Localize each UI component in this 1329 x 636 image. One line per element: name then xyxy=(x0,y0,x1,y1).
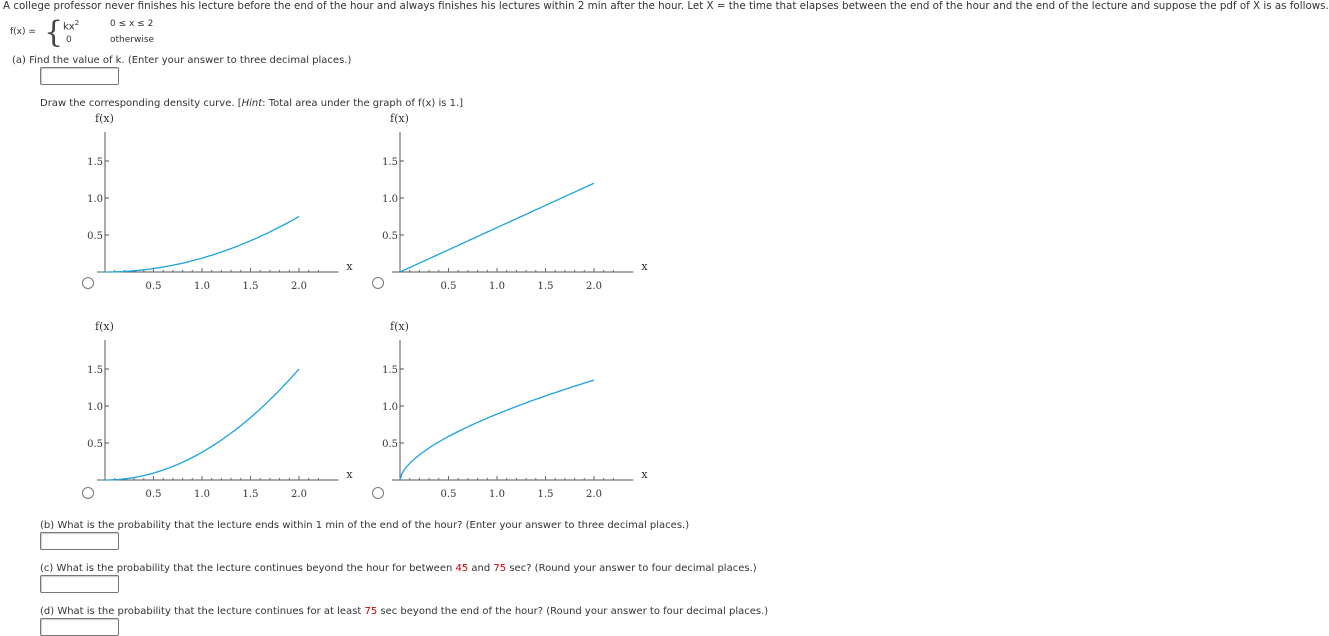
x-axis-label: x xyxy=(641,468,648,481)
x-tick-label: 1.5 xyxy=(537,281,554,292)
y-axis-label: f(x) xyxy=(390,320,409,333)
x-tick-label: 1.0 xyxy=(194,489,210,500)
graph-option-radio-bottom-right[interactable] xyxy=(372,487,384,499)
x-tick-label: 2.0 xyxy=(586,489,602,500)
y-tick-label: 0.5 xyxy=(87,231,103,242)
x-tick-label: 1.5 xyxy=(537,489,554,500)
density-curve xyxy=(400,183,594,272)
y-tick-label: 1.5 xyxy=(382,365,398,376)
y-tick-label: 0.5 xyxy=(87,439,103,450)
density-curve xyxy=(105,369,299,480)
density-graph-bottom-right xyxy=(382,318,650,503)
part-b-question: (b) What is the probability that the lecture ends within 1 min of the end of the hour? (Enter your answer to three decimal places.) xyxy=(40,520,690,531)
pdf-label: f(x) = xyxy=(10,27,36,37)
y-axis-label: f(x) xyxy=(95,320,114,333)
part-d-question: (d) What is the probability that the lecture continues for at least 75 sec beyond the end of the hour? (Round your answer to four decimal places.) xyxy=(40,606,769,617)
x-tick-label: 0.5 xyxy=(440,281,457,292)
x-tick-label: 1.5 xyxy=(242,281,259,292)
x-tick-label: 0.5 xyxy=(145,281,162,292)
pdf-case-2: 0 xyxy=(66,35,72,45)
draw-prompt: Draw the corresponding density curve. [Hint: Total area under the graph of f(x) is 1.] xyxy=(40,98,464,109)
y-tick-label: 1.0 xyxy=(87,194,103,205)
part-c-answer-input[interactable] xyxy=(40,575,119,593)
y-tick-label: 1.5 xyxy=(87,365,103,376)
graph-option-radio-bottom-left[interactable] xyxy=(82,487,94,499)
x-tick-label: 0.5 xyxy=(145,489,162,500)
x-tick-label: 1.0 xyxy=(194,281,210,292)
y-tick-label: 1.5 xyxy=(87,157,103,168)
y-tick-label: 1.5 xyxy=(382,157,398,168)
density-graph-bottom-left xyxy=(87,318,355,503)
problem-intro: A college professor never finishes his lecture before the end of the hour and always finishes his lectures within 2 min after the hour. Let X = the time that elapses between the end of the hour and the end of the lecture and suppose the pdf of X is as follows. xyxy=(3,0,1329,12)
x-tick-label: 2.0 xyxy=(586,281,602,292)
y-tick-label: 1.0 xyxy=(382,402,398,413)
x-tick-label: 0.5 xyxy=(440,489,457,500)
pdf-case-2-condition: otherwise xyxy=(110,35,155,45)
y-tick-label: 0.5 xyxy=(382,231,398,242)
density-curve xyxy=(105,217,299,273)
pdf-case-1-condition: 0 ≤ x ≤ 2 xyxy=(110,19,154,29)
x-tick-label: 2.0 xyxy=(291,281,307,292)
graph-option-radio-top-left[interactable] xyxy=(82,277,94,289)
x-axis-label: x xyxy=(346,468,353,481)
pdf-case-1: $kx^2$ xyxy=(63,19,80,33)
x-tick-label: 1.0 xyxy=(489,489,505,500)
y-tick-label: 0.5 xyxy=(382,439,398,450)
density-graph-top-right xyxy=(382,110,650,295)
density-graph-top-left xyxy=(87,110,355,295)
part-b-answer-input[interactable] xyxy=(40,532,119,550)
piecewise-brace: { xyxy=(44,15,64,50)
y-axis-label: f(x) xyxy=(390,112,409,125)
density-curve xyxy=(400,380,594,480)
x-tick-label: 1.0 xyxy=(489,281,505,292)
x-axis-label: x xyxy=(346,260,353,273)
part-c-question: (c) What is the probability that the lecture continues beyond the hour for between 45 and 75 sec? (Round your answer to four decimal places.) xyxy=(40,563,757,574)
part-d-answer-input[interactable] xyxy=(40,618,119,636)
x-axis-label: x xyxy=(641,260,648,273)
graph-option-radio-top-right[interactable] xyxy=(372,277,384,289)
y-tick-label: 1.0 xyxy=(87,402,103,413)
y-tick-label: 1.0 xyxy=(382,194,398,205)
x-tick-label: 2.0 xyxy=(291,489,307,500)
y-axis-label: f(x) xyxy=(95,112,114,125)
part-a-question: (a) Find the value of k. (Enter your answer to three decimal places.) xyxy=(12,55,352,66)
x-tick-label: 1.5 xyxy=(242,489,259,500)
part-a-answer-input[interactable] xyxy=(40,67,119,85)
